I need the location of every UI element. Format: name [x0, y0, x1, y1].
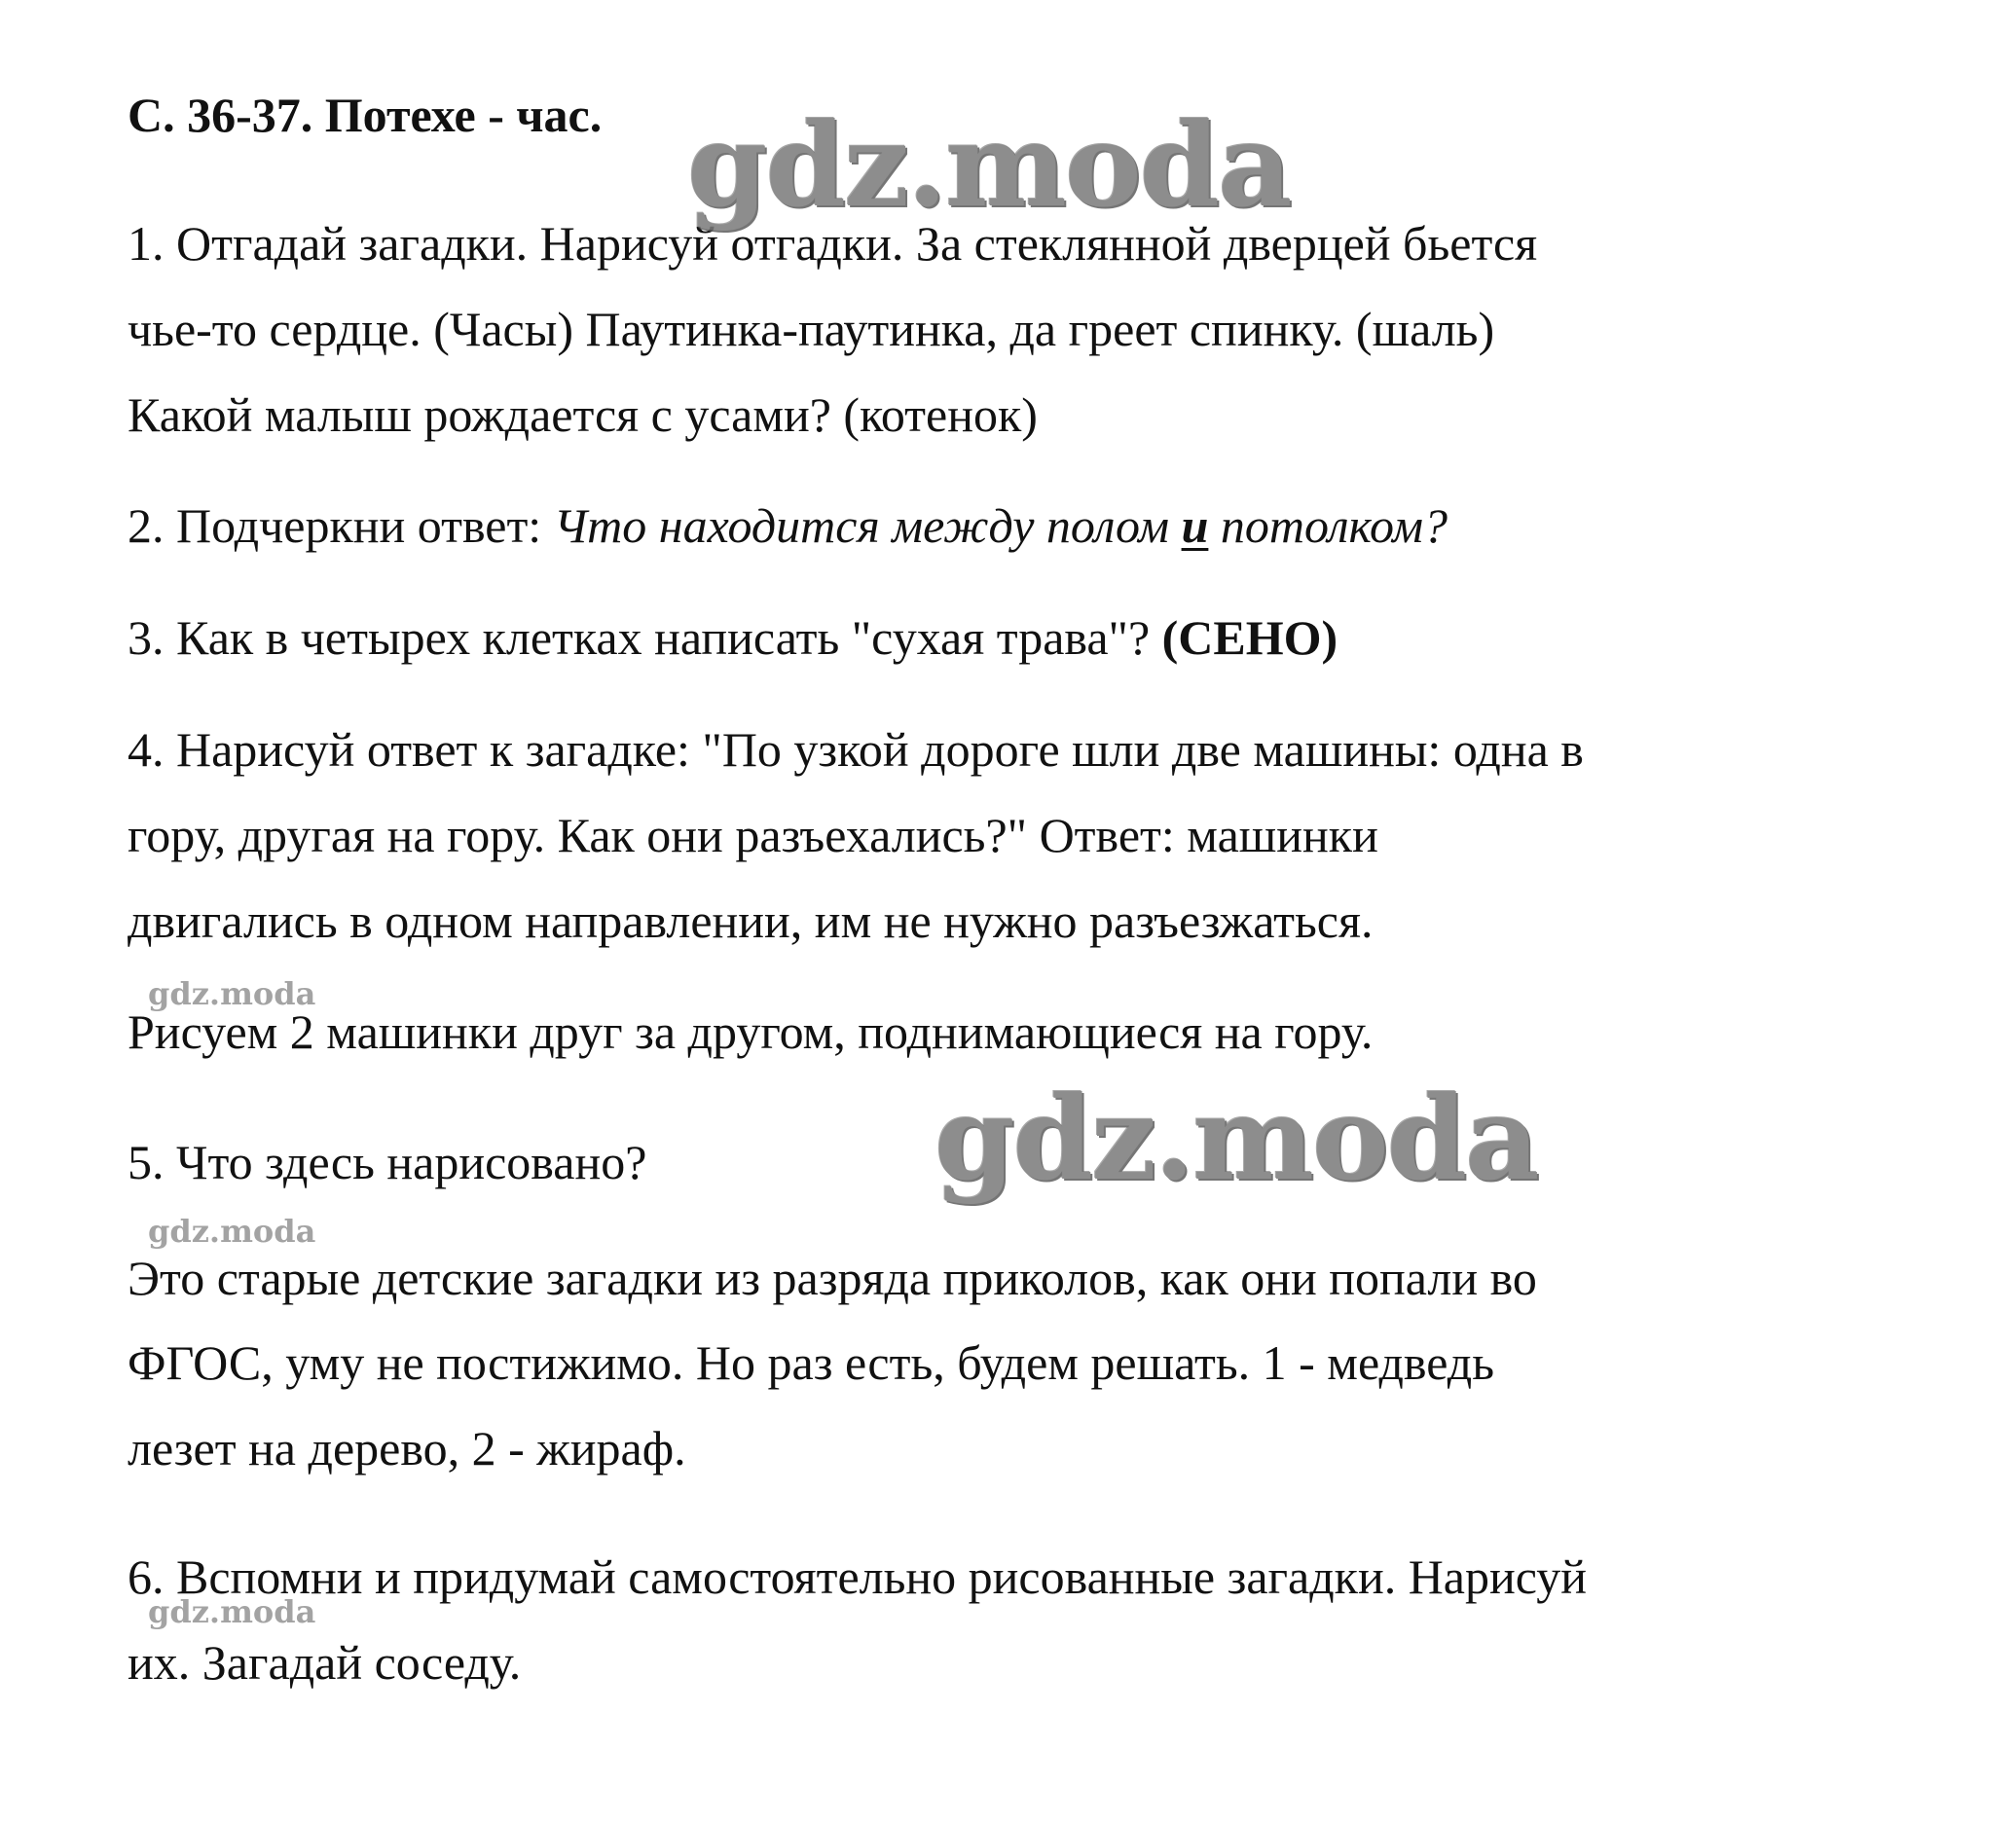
task-5-line-2: Это старые детские загадки из разряда приколов, как они попали во	[128, 1251, 1537, 1305]
task-5-line-1: 5. Что здесь нарисовано?	[128, 1135, 647, 1189]
task-6-line-2: их. Загадай соседу.	[128, 1635, 522, 1690]
task-2-line	[128, 496, 1448, 555]
task-4-line-1: 4. Нарисуй ответ к загадке: "По узкой дороге шли две машины: одна в	[128, 722, 1584, 777]
watermark-small-2: gdz.moda	[148, 1213, 316, 1250]
task-3-prefix: 3. Как в четырех клетках написать "сухая трава"?	[128, 610, 1162, 665]
task-3-answer: (СЕНО)	[1161, 610, 1338, 665]
task-2-underlined-answer: и	[1181, 498, 1209, 553]
task-3-line	[128, 608, 1338, 667]
page-title: С. 36-37. Потехе - час.	[128, 88, 603, 142]
task-5-line-3: ФГОС, уму не постижимо. Но раз есть, будем решать. 1 - медведь	[128, 1335, 1495, 1390]
task-6-line-1: 6. Вспомни и придумай самостоятельно рисованные загадки. Нарисуй	[128, 1549, 1588, 1604]
task-2-question-part-b: потолком?	[1208, 498, 1448, 553]
task-1-line-2: чье-то сердце. (Часы) Паутинка-паутинка, да греет спинку. (шаль)	[128, 302, 1495, 356]
task-2-prefix: 2. Подчеркни ответ:	[128, 498, 554, 553]
task-1-line-3: Какой малыш рождается с усами? (котенок)	[128, 387, 1038, 442]
task-4-line-2: гору, другая на гору. Как они разъехались?" Ответ: машинки	[128, 808, 1378, 862]
task-1-line-1: 1. Отгадай загадки. Нарисуй отгадки. За стеклянной дверцей бьется	[128, 216, 1538, 271]
watermark-small-1: gdz.moda	[148, 975, 316, 1012]
watermark-large-top: gdz.moda	[687, 97, 1291, 233]
watermark-small-3: gdz.moda	[148, 1593, 316, 1630]
task-4-line-4: Рисуем 2 машинки друг за другом, поднимающиеся на гору.	[128, 1004, 1374, 1059]
task-5-line-4: лезет на дерево, 2 - жираф.	[128, 1421, 686, 1476]
task-4-line-3: двигались в одном направлении, им не нужно разъезжаться.	[128, 893, 1374, 948]
task-2-question-part-a: Что находится между полом	[553, 498, 1182, 553]
watermark-large-middle: gdz.moda	[935, 1071, 1538, 1206]
